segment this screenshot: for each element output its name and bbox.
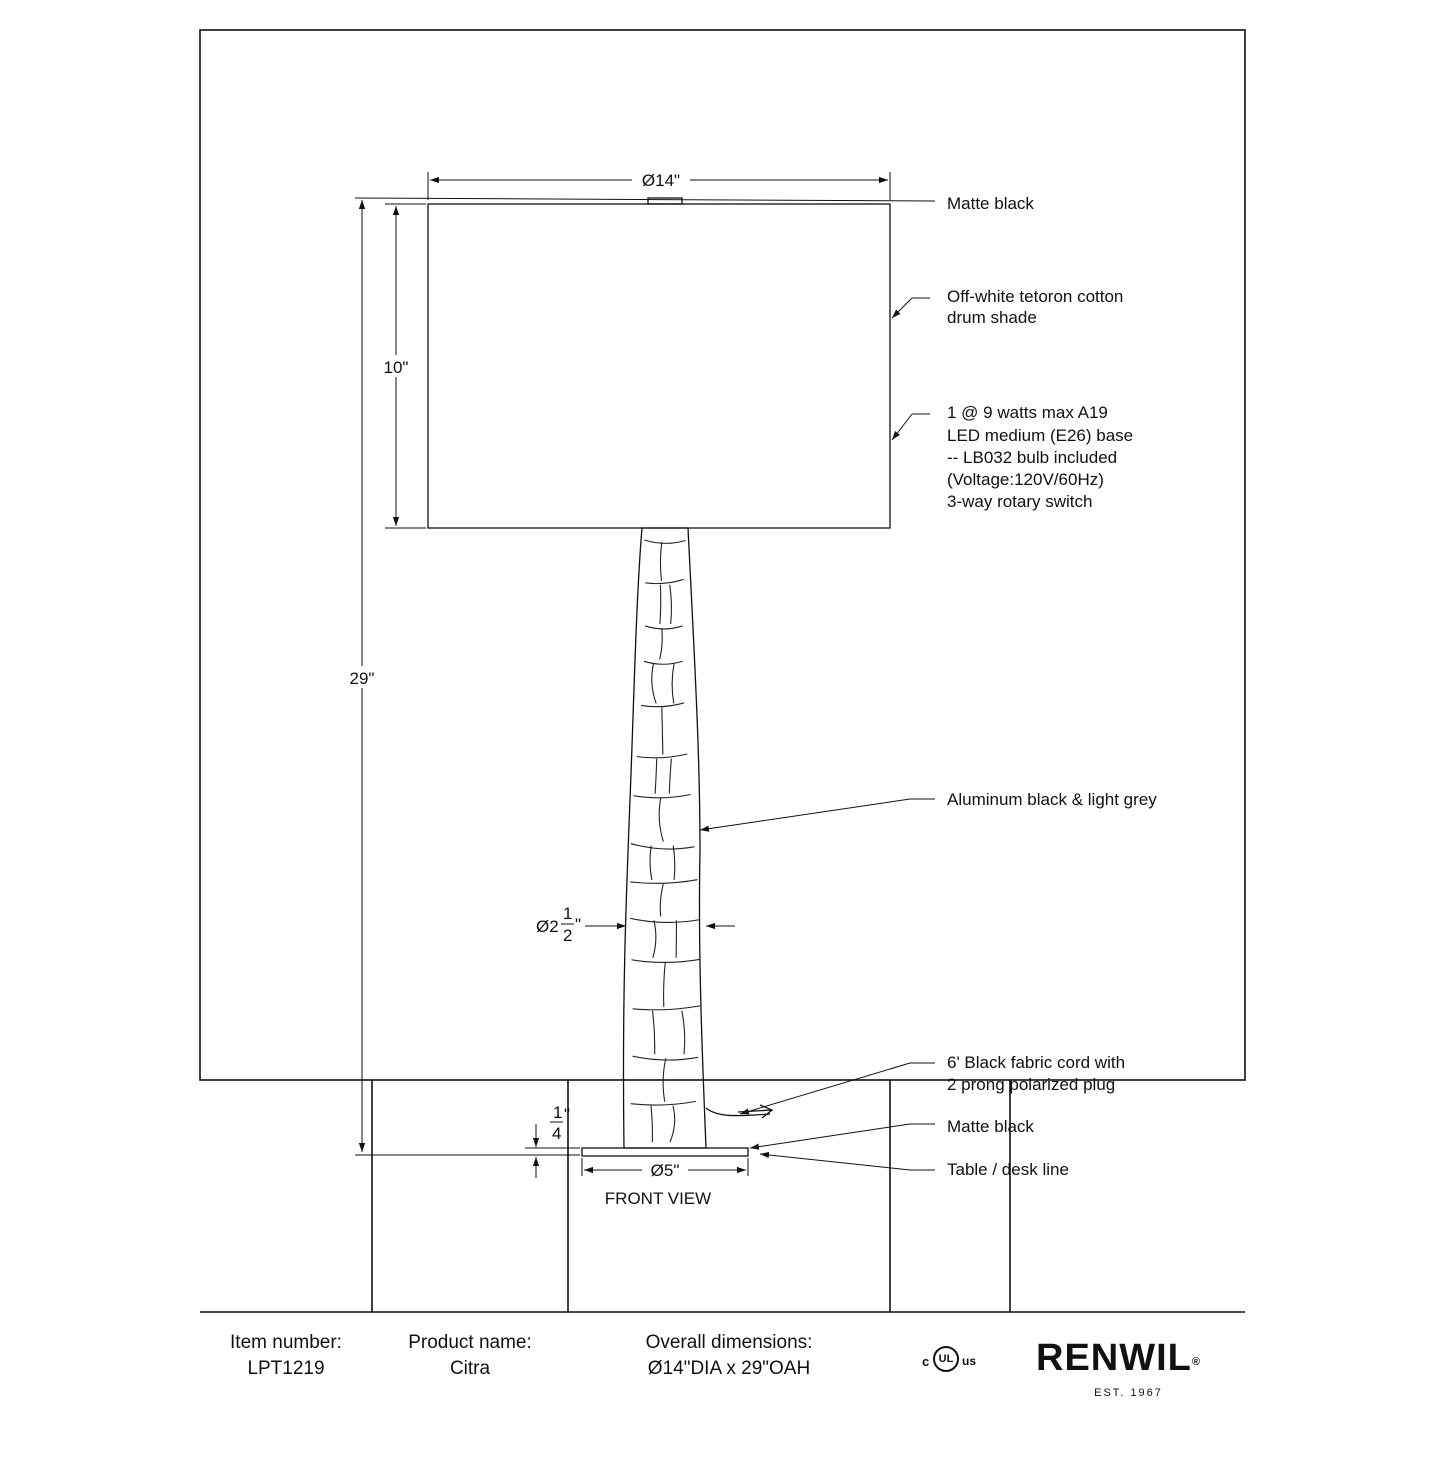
callout-shade-line2: drum shade	[947, 308, 1037, 327]
base-thickness-numerator: 1	[553, 1103, 562, 1122]
texture-row-boundary	[644, 661, 683, 664]
callouts	[700, 194, 1157, 1179]
texture-cell-divider	[662, 707, 663, 754]
texture-cell-divider	[664, 962, 666, 1007]
base-thickness-unit: "	[564, 1105, 570, 1124]
texture-cell-divider	[672, 663, 674, 703]
ul-circle-icon: UL	[933, 1346, 959, 1372]
texture-cell-divider	[660, 542, 661, 581]
texture-row-boundary	[637, 754, 688, 758]
finial-cap	[648, 198, 682, 204]
callout-bulb-line1: 1 @ 9 watts max A19	[947, 403, 1108, 422]
texture-cell-divider	[659, 798, 663, 842]
item-number-value: LPT1219	[200, 1356, 372, 1382]
shade-diameter-text: Ø14"	[642, 171, 680, 190]
top-extension-line	[355, 198, 935, 201]
leader-body-arrow	[700, 799, 910, 830]
tb-dimensions-cell	[568, 1330, 890, 1382]
texture-cell-divider	[660, 585, 661, 624]
body-diameter-unit: "	[575, 915, 581, 934]
callout-cord-line1: 6' Black fabric cord with	[947, 1053, 1125, 1072]
texture-row-boundary	[630, 918, 699, 922]
base-diameter-text: Ø5"	[651, 1161, 680, 1180]
callout-shade-line1: Off-white tetoron cotton	[947, 287, 1123, 306]
callout-base: Matte black	[947, 1117, 1034, 1136]
texture-cell-divider	[653, 1011, 655, 1054]
texture-cell-divider	[682, 1011, 685, 1054]
leader-table-arrow	[760, 1154, 910, 1170]
drum-shade	[428, 204, 890, 528]
product-name-value: Citra	[372, 1356, 568, 1382]
leader-cord-arrow	[740, 1063, 910, 1114]
front-view-label: FRONT VIEW	[605, 1189, 711, 1208]
body-diameter-prefix: Ø2	[536, 917, 559, 936]
product-name-label: Product name:	[372, 1330, 568, 1356]
callout-bulb-line5: 3-way rotary switch	[947, 492, 1092, 511]
callout-bulb-line2: LED medium (E26) base	[947, 426, 1133, 445]
lamp-base	[582, 1148, 748, 1156]
tb-cert-cell	[890, 1312, 1010, 1480]
tb-product-cell	[372, 1330, 568, 1382]
ul-c: c	[922, 1354, 929, 1369]
brand-name: RENWIL	[1036, 1337, 1192, 1379]
texture-row-boundary	[645, 579, 683, 583]
shade-height-text: 10"	[384, 358, 409, 377]
texture-row-boundary	[645, 626, 682, 629]
leader-bulb-arrow	[892, 414, 912, 440]
overall-dimensions-value: Ø14"DIA x 29"OAH	[568, 1356, 890, 1382]
ul-us: us	[962, 1354, 976, 1368]
brand-established: EST. 1967	[1036, 1387, 1221, 1399]
texture-cell-divider	[670, 1106, 675, 1142]
callout-body: Aluminum black & light grey	[947, 790, 1157, 809]
lamp-body-outline	[623, 528, 706, 1148]
base-thickness-denominator: 4	[552, 1124, 561, 1143]
texture-cell-divider	[655, 759, 657, 794]
texture-cell-divider	[670, 585, 672, 624]
texture-cell-divider	[660, 628, 663, 659]
brand-registered-mark: ®	[1192, 1356, 1201, 1368]
dimensions	[344, 168, 935, 1208]
callout-finial: Matte black	[947, 194, 1034, 213]
item-number-label: Item number:	[200, 1330, 372, 1356]
texture-cell-divider	[660, 884, 663, 916]
body-diameter-numerator: 1	[563, 904, 572, 923]
tb-item-cell	[200, 1330, 372, 1382]
texture-cell-divider	[669, 759, 671, 794]
callout-bulb-line4: (Voltage:120V/60Hz)	[947, 470, 1104, 489]
hammered-texture	[630, 540, 700, 1142]
texture-cell-divider	[651, 1106, 653, 1142]
texture-cell-divider	[653, 920, 656, 957]
texture-row-boundary	[631, 844, 695, 849]
texture-row-boundary	[634, 794, 691, 797]
renwil-logo	[1036, 1338, 1201, 1378]
lamp-drawing	[428, 198, 890, 1156]
texture-cell-divider	[650, 846, 652, 880]
tb-brand-cell	[1010, 1312, 1245, 1480]
body-diameter-denominator: 2	[563, 926, 572, 945]
texture-row-boundary	[641, 703, 684, 707]
leader-shade-arrow	[892, 298, 912, 318]
texture-row-boundary	[630, 880, 697, 884]
drawing-frame	[200, 30, 1245, 1080]
texture-row-boundary	[633, 1006, 700, 1010]
overall-dimensions-label: Overall dimensions:	[568, 1330, 890, 1356]
texture-cell-divider	[652, 663, 656, 703]
ul-listed-mark	[922, 1346, 982, 1372]
leader-base-arrow	[750, 1124, 910, 1148]
callout-cord-line2: 2 prong polarized plug	[947, 1075, 1115, 1094]
texture-row-boundary	[631, 1101, 696, 1105]
callout-bulb-line3: -- LB032 bulb included	[947, 448, 1117, 467]
texture-cell-divider	[673, 846, 675, 880]
callout-table-line: Table / desk line	[947, 1160, 1069, 1179]
overall-height-text: 29"	[350, 669, 375, 688]
texture-row-boundary	[644, 540, 685, 543]
